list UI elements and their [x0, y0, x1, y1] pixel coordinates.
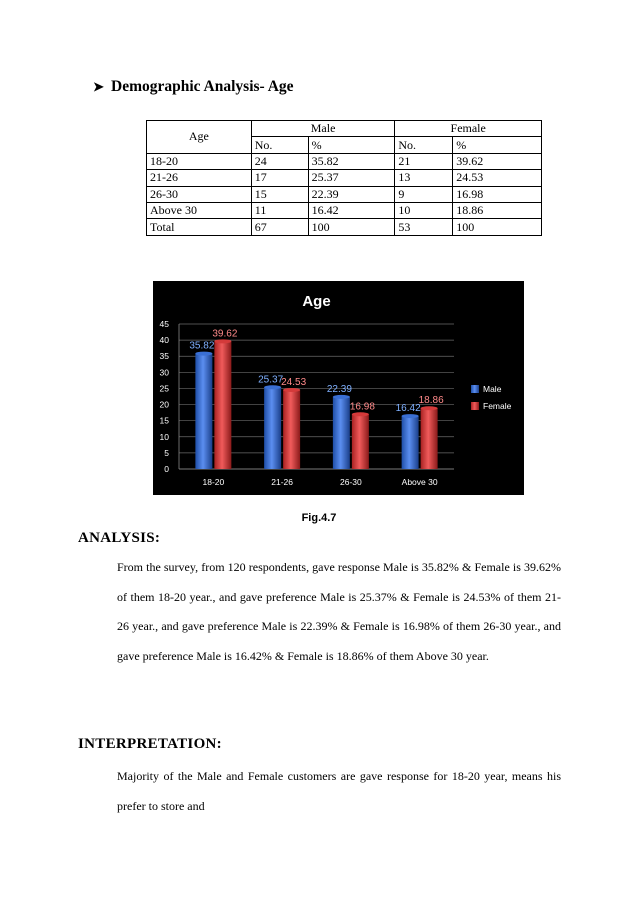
table-header-row [147, 121, 542, 137]
x-tick-label: 21-26 [271, 477, 293, 487]
male-pct-header: % [308, 137, 395, 153]
bar-top [421, 406, 438, 410]
table-row [147, 153, 542, 169]
bar-top [214, 339, 231, 343]
table-cell: 11 [251, 202, 308, 218]
bar-top [333, 395, 350, 399]
x-tick-label: 26-30 [340, 477, 362, 487]
table-cell: 18.86 [453, 202, 542, 218]
female-no-header: No. [395, 137, 453, 153]
table-cell: 21-26 [147, 170, 252, 186]
legend-swatch-male [471, 385, 479, 393]
bar-male [333, 397, 350, 469]
interpretation-paragraph: Majority of the Male and Female customers are gave response for 18-20 year, means his prefer to store and [117, 769, 561, 813]
heading-text: Demographic Analysis- Age [111, 78, 294, 95]
table-cell: 26-30 [147, 186, 252, 202]
data-label: 24.53 [281, 376, 307, 388]
table-cell: 18-20 [147, 153, 252, 169]
chart-title: Age [302, 293, 331, 310]
analysis-paragraph: From the survey, from 120 respondents, gave response Male is 35.82% & Female is 39.62% of them 18-20 year., and gave preference Male is 25.37% & Female is 24.53% of them 21-26 year., and gave preference Male is 22.39% & Female is 16.98% of them 26-30 year., and gave preference Male is 16.42% & Female is 18.86% of them Above 30 year. [117, 560, 561, 663]
x-tick-label: Above 30 [401, 477, 438, 487]
data-label: 25.37 [258, 374, 284, 386]
data-label: 16.98 [349, 401, 375, 413]
figure-caption: Fig.4.7 [301, 512, 337, 524]
female-header: Female [395, 121, 542, 137]
table-cell: 21 [395, 153, 453, 169]
table-cell: 25.37 [308, 170, 395, 186]
bar-top [264, 385, 281, 389]
table-row [147, 186, 542, 202]
bar-female [352, 414, 369, 469]
bar-top [195, 352, 212, 356]
section-heading [93, 78, 294, 96]
legend-swatch-female [471, 402, 479, 410]
table-cell: 10 [395, 202, 453, 218]
chart-canvas [153, 281, 524, 495]
y-tick-label: 40 [159, 335, 169, 346]
male-header: Male [251, 121, 395, 137]
table-cell: 24.53 [453, 170, 542, 186]
bar-top [402, 414, 419, 418]
bar-male [264, 387, 281, 469]
bar-top [283, 388, 300, 392]
data-label: 35.82 [189, 340, 215, 352]
y-tick-label: 0 [164, 464, 169, 474]
data-label: 39.62 [212, 328, 238, 340]
data-label: 16.42 [395, 403, 421, 415]
table-cell: Above 30 [147, 202, 252, 218]
table-cell: 24 [251, 153, 308, 169]
table-total-row [147, 219, 542, 235]
y-tick-label: 5 [164, 447, 169, 458]
table-cell: 67 [251, 219, 308, 235]
analysis-title: ANALYSIS: [78, 530, 161, 546]
table-cell: 22.39 [308, 186, 395, 202]
data-label: 22.39 [326, 383, 352, 395]
bar-female [283, 390, 300, 469]
female-pct-header: % [453, 137, 542, 153]
table-cell: 39.62 [453, 153, 542, 169]
bar-male [195, 354, 212, 469]
table-cell: 35.82 [308, 153, 395, 169]
data-label: 18.86 [418, 395, 444, 407]
table-cell: 16.42 [308, 202, 395, 218]
y-tick-label: 20 [159, 399, 169, 410]
male-no-header: No. [251, 137, 308, 153]
x-tick-label: 18-20 [202, 477, 225, 487]
age-header: Age [147, 121, 252, 154]
legend-label: Female [483, 401, 512, 411]
y-tick-label: 15 [159, 415, 169, 426]
table-cell: 17 [251, 170, 308, 186]
y-tick-label: 35 [159, 351, 169, 362]
table-cell: 15 [251, 186, 308, 202]
table-cell: 53 [395, 219, 453, 235]
arrow-bullet-icon: ➤ [93, 79, 104, 94]
table-row [147, 170, 542, 186]
y-tick-label: 45 [159, 319, 169, 329]
table-cell: 100 [453, 219, 542, 235]
table-cell: 100 [308, 219, 395, 235]
y-tick-label: 25 [159, 383, 169, 394]
table-row [147, 202, 542, 218]
table-cell: Total [147, 219, 252, 235]
bar-top [352, 412, 369, 416]
y-tick-label: 30 [159, 367, 169, 378]
bar-female [421, 408, 438, 469]
interpretation-title: INTERPRETATION: [78, 736, 222, 752]
legend-label: Male [483, 384, 502, 394]
table-cell: 9 [395, 186, 453, 202]
bar-male [402, 416, 419, 469]
age-table [146, 120, 542, 236]
age-bar-chart [153, 281, 524, 495]
table-cell: 16.98 [453, 186, 542, 202]
bar-female [214, 341, 231, 469]
y-tick-label: 10 [159, 431, 169, 442]
table-cell: 13 [395, 170, 453, 186]
